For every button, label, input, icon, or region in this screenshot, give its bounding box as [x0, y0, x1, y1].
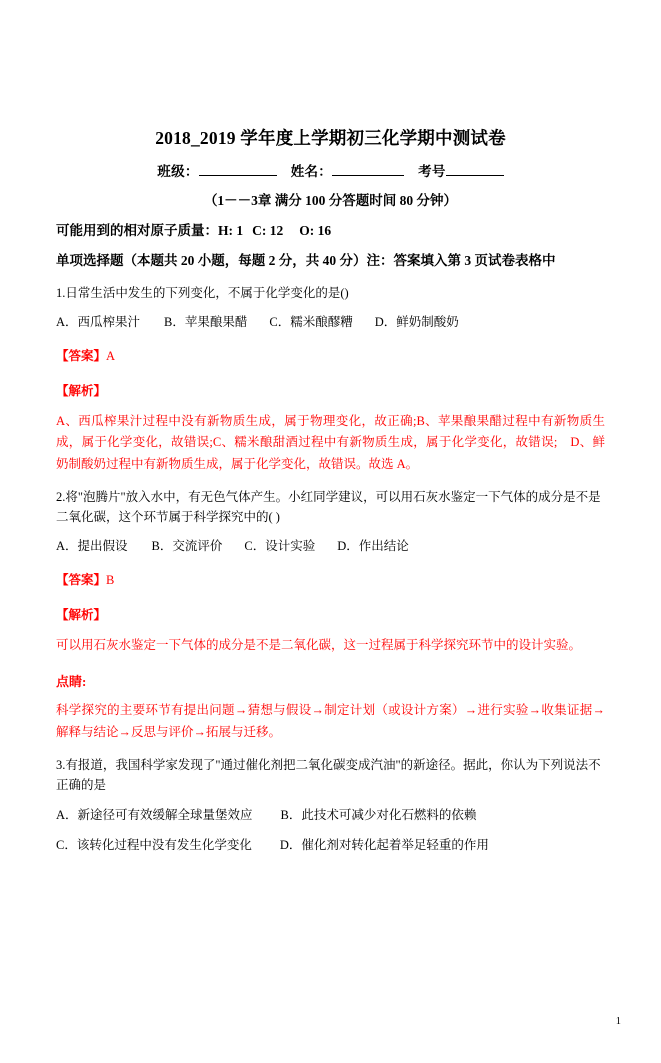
id-blank[interactable]: [446, 175, 504, 176]
class-label: 班级：: [157, 164, 199, 179]
question-3-options-row-1: [56, 805, 605, 825]
question-1-stem: 1.日常生活中发生的下列变化，不属于化学变化的是(): [56, 285, 349, 300]
question-3-stem: 3.有报道，我国科学家发现了"通过催化剂把二氧化碳变成汽油"的新途径。据此，你认为下列说法不正确的是: [56, 757, 601, 792]
question-3-option-a[interactable]: A．新途径可有效缓解全球量堡效应: [56, 807, 253, 822]
question-1-option-a[interactable]: A．西瓜榨果汁: [56, 314, 141, 329]
question-2-option-d[interactable]: D．作出结论: [337, 539, 409, 554]
question-2-option-b[interactable]: B．交流评价: [151, 539, 223, 554]
question-2-option-c[interactable]: C．设计实验: [244, 539, 316, 554]
question-2-answer: [56, 570, 605, 590]
question-3-options-row-2: [56, 835, 605, 855]
class-blank[interactable]: [199, 175, 277, 176]
question-3-option-b[interactable]: B．此技术可减少对化石燃料的依赖: [280, 807, 477, 822]
question-1-option-b[interactable]: B．苹果酿果醋: [164, 314, 248, 329]
relative-atomic-mass-line: [56, 221, 605, 241]
page-number: 1: [615, 1016, 621, 1027]
question-1-answer-label: 【答案】: [56, 348, 107, 363]
student-info-line: [56, 160, 605, 180]
question-2-tip-label: 点睛:: [56, 674, 87, 689]
question-1-answer: [56, 346, 605, 366]
relative-mass-c: C: 12: [252, 223, 284, 238]
exam-subtitle: （1－－3章 满分 100 分答题时间 80 分钟）: [203, 193, 458, 208]
question-1-analysis-label: 【解析】: [56, 383, 107, 398]
name-label: 姓名：: [290, 164, 333, 179]
question-2-analysis-label: 【解析】: [56, 608, 107, 623]
question-2-analysis-body: 可以用石灰水鉴定一下气体的成分是不是二氧化碳，这一过程属于科学探究环节中的设计实验。: [56, 638, 582, 653]
question-1-options: [56, 312, 605, 332]
relative-mass-prefix: 可能用到的相对原子质量：: [56, 223, 218, 238]
question-3-option-d[interactable]: D．催化剂对转化起着举足轻重的作用: [279, 837, 489, 852]
question-3-option-c[interactable]: C．该转化过程中没有发生化学变化: [56, 837, 252, 852]
question-2-stem: 2.将"泡腾片"放入水中，有无色气体产生。小红同学建议，可以用石灰水鉴定一下气体的成分是不是二氧化碳，这个环节属于科学探究中的( ): [56, 490, 601, 525]
section-heading: 单项选择题（本题共 20 小题，每题 2 分，共 40 分）注：答案填入第 3 页试卷表格中: [56, 253, 556, 269]
question-1-analysis-body: A、西瓜榨果汁过程中没有新物质生成，属于物理变化，故正确;B、苹果酿果醋过程中有新物质生成，属于化学变化，故错误;C、糯米酿甜酒过程中有新物质生成，属于化学变化，故错误; D、鲜奶制酸奶过程中有新物质生成，属于化学变化，故错误。故选 A。: [56, 413, 605, 472]
question-1-option-d[interactable]: D．鲜奶制酸奶: [374, 314, 459, 329]
question-1-option-c[interactable]: C．糯米酿醪糟: [269, 314, 353, 329]
relative-mass-h: H: 1: [218, 223, 244, 238]
page-title: 2018_2019 学年度上学期初三化学期中测试卷: [155, 128, 506, 148]
question-1-answer-value: A: [106, 348, 116, 363]
question-2-answer-label: 【答案】: [56, 573, 107, 588]
question-2-option-a[interactable]: A．提出假设: [56, 539, 128, 554]
question-2-tip-body: 科学探究的主要环节有提出问题→猜想与假设→制定计划（或设计方案）→进行实验→收集证据→解释与结论→反思与评价→拓展与迁移。: [56, 703, 605, 739]
question-2-answer-value: B: [106, 573, 115, 588]
name-blank[interactable]: [332, 175, 404, 176]
document-page: [0, 128, 661, 1063]
relative-mass-o: O: 16: [299, 223, 332, 238]
question-2-options: [56, 536, 605, 556]
id-label: 考号: [418, 164, 446, 179]
